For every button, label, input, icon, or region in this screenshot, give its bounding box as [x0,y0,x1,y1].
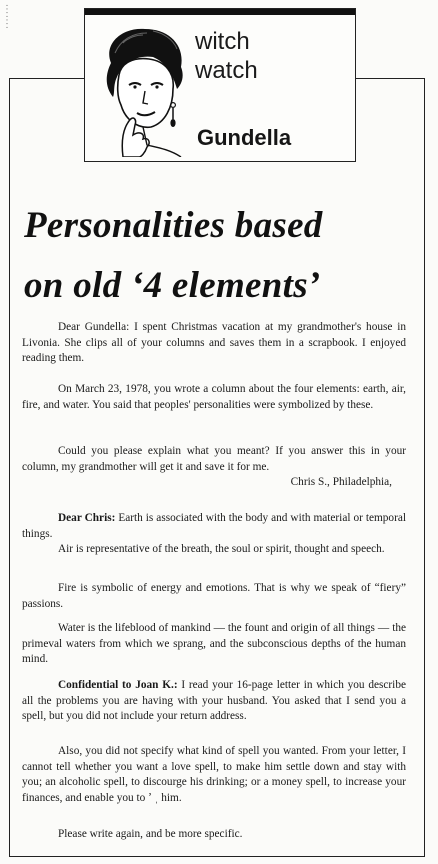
article-frame-bottom [9,856,425,857]
headline [24,196,424,316]
confidential-paragraph: Please write again, and be more specific. [58,828,243,840]
confidential-lead: Confidential to Joan K.: [58,679,178,691]
article-frame-top [355,78,425,79]
article-frame-top [9,78,91,79]
confidential-paragraph: Confidential to Joan K.: I read your 16-page letter in which you describe all the problems you are having with your husband. You asked that I send you a spell, but you did not include your return address. [22,679,406,723]
column-title-line: witch [195,28,250,55]
article-frame-left [9,78,10,856]
letter-paragraph: Dear Gundella: I spent Christmas vacation at my grandmother's house in Livonia. She clips all of your columns and saves them in a scrapbook. I enjoyed reading them. [22,321,406,365]
headline-line: on old ‘4 elements’ [24,265,321,306]
letter-paragraph: Could you please explain what you meant? If you answer this in your column, my grandmother will get it and save it for me. Chris S., Philadelphia, [22,444,406,491]
letter-signature: Chris S., Philadelphia, [290,476,392,489]
confidential-paragraph: Also, you did not specify what kind of spell you wanted. From your letter, I cannot tell whether you want a love spell, to make him settle down and stay with you; an alcoholic spell, to discourge his drinking; or a money spell, to increase your finances, and enable you to ʼ ˌ him. [22,745,406,804]
letter-paragraph: On March 23, 1978, you wrote a column about the four elements: earth, air, fire, and water. You said that peoples' personalities were symbolized by these. [22,383,406,411]
column-header [84,8,356,162]
answer-paragraph: Air is representative of the breath, the soul or spirit, thought and speech. [58,543,385,555]
column-edge-ticks: ······· [2,4,11,30]
salutation: Dear Chris: [58,512,116,524]
headline-line: Personalities based [24,205,323,246]
answer-paragraph: Fire is symbolic of energy and emotions. That is why we speak of “fiery” passions. [22,582,406,610]
columnist-portrait [93,23,193,157]
answer-paragraph: Dear Chris: Earth is associated with the body and with material or temporal things. [22,512,406,540]
byline: Gundella [197,125,292,150]
header-rule [85,9,355,15]
answer-paragraph: Water is the lifeblood of mankind — the fount and origin of all things — the primeval waters from which we sprang, and the subconscious depths of the human mind. [22,622,406,666]
column-title-line: watch [195,57,258,84]
column-title [195,27,345,85]
article-frame-right [424,78,425,856]
